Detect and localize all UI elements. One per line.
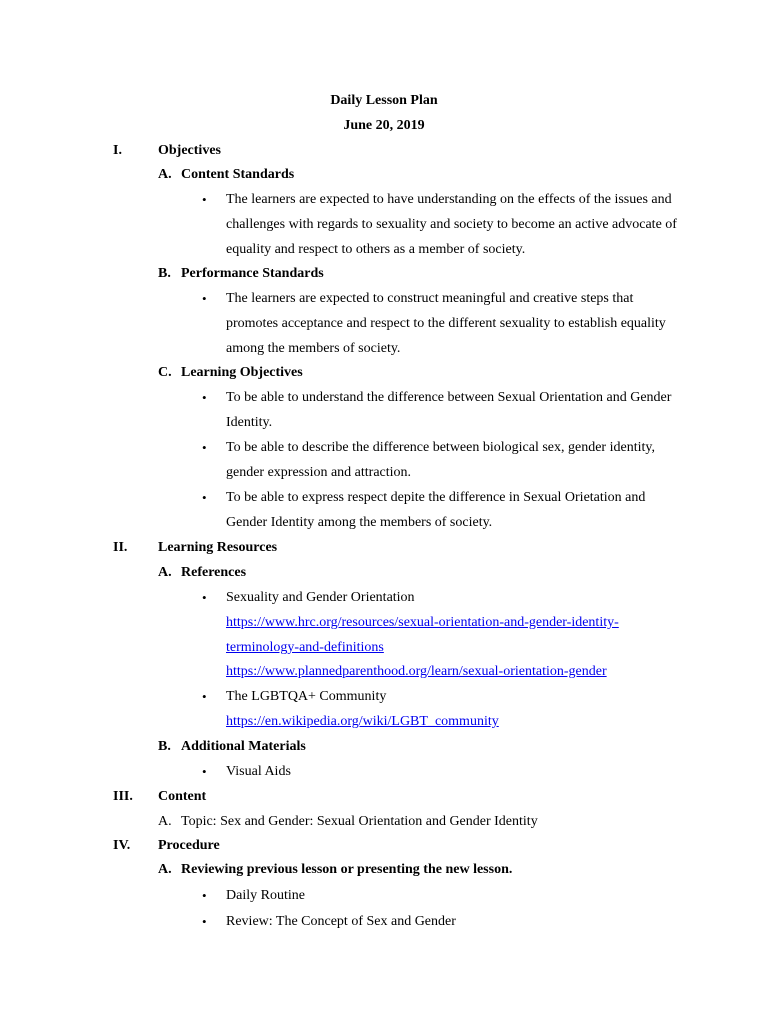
- document-title: Daily Lesson Plan: [330, 93, 438, 108]
- section-2-title: Learning Resources: [158, 540, 278, 555]
- subsection-content-standards: [158, 166, 294, 184]
- reference-link-hrc[interactable]: terminology-and-definitions: [226, 640, 384, 655]
- bullet-text: The learners are expected to construct meaningful and creative steps that: [226, 291, 634, 306]
- reference-link-hrc[interactable]: https://www.hrc.org/resources/sexual-orientation-and-gender-identity-: [226, 615, 619, 630]
- bullet-text: Gender Identity among the members of society.: [226, 515, 493, 530]
- bullet-icon: •: [202, 888, 207, 903]
- section-4-title: Procedure: [158, 838, 220, 853]
- subsection-letter: A.: [158, 814, 172, 829]
- bullet-icon: •: [202, 291, 207, 306]
- bullet-icon: •: [202, 764, 207, 779]
- bullet-text: Daily Routine: [226, 888, 305, 903]
- subsection-performance-standards: [158, 265, 324, 283]
- reference-label: Sexuality and Gender Orientation: [226, 590, 415, 605]
- subsection-title: Additional Materials: [181, 739, 306, 754]
- bullet-icon: •: [202, 490, 207, 505]
- bullet-icon: •: [202, 914, 207, 929]
- bullet-text: Visual Aids: [226, 764, 291, 779]
- subsection-title: References: [181, 565, 247, 580]
- subsection-letter: A.: [158, 167, 172, 182]
- section-1-numeral: I.: [113, 143, 122, 158]
- subsection-letter: C.: [158, 365, 172, 380]
- reference-link-wikipedia[interactable]: https://en.wikipedia.org/wiki/LGBT_community: [226, 714, 499, 729]
- bullet-text: Review: The Concept of Sex and Gender: [226, 914, 456, 929]
- subsection-learning-objectives: [158, 364, 303, 382]
- bullet-icon: •: [202, 390, 207, 405]
- section-4-numeral: IV.: [113, 838, 131, 853]
- bullet-text: To be able to understand the difference between Sexual Orientation and Gender: [226, 390, 672, 405]
- bullet-text: promotes acceptance and respect to the different sexuality to establish equality: [226, 316, 666, 331]
- subsection-letter: B.: [158, 266, 171, 281]
- bullet-text: Identity.: [226, 415, 273, 430]
- section-3-numeral: III.: [113, 789, 133, 804]
- bullet-text: gender expression and attraction.: [226, 465, 412, 480]
- subsection-references: [158, 564, 246, 582]
- bullet-text: To be able to express respect depite the difference in Sexual Orietation and: [226, 490, 646, 505]
- subsection-letter: A.: [158, 862, 172, 877]
- subsection-additional-materials: [158, 738, 306, 756]
- section-3-title: Content: [158, 789, 207, 804]
- content-topic: [158, 813, 538, 831]
- section-2-numeral: II.: [113, 540, 128, 555]
- bullet-icon: •: [202, 590, 207, 605]
- subsection-title: Content Standards: [181, 167, 295, 182]
- topic-text: Topic: Sex and Gender: Sexual Orientation and Gender Identity: [181, 814, 538, 829]
- reference-label: The LGBTQA+ Community: [226, 689, 387, 704]
- bullet-text: The learners are expected to have understanding on the effects of the issues and: [226, 192, 672, 207]
- subsection-letter: A.: [158, 565, 172, 580]
- bullet-icon: •: [202, 192, 207, 207]
- section-1-title: Objectives: [158, 143, 221, 158]
- bullet-icon: •: [202, 440, 207, 455]
- subsection-reviewing: [158, 861, 512, 879]
- bullet-text: among the members of society.: [226, 341, 401, 356]
- document-date: June 20, 2019: [343, 118, 425, 133]
- bullet-icon: •: [202, 689, 207, 704]
- subsection-title: Learning Objectives: [181, 365, 303, 380]
- subsection-letter: B.: [158, 739, 171, 754]
- bullet-text: equality and respect to others as a member of society.: [226, 242, 526, 257]
- bullet-text: To be able to describe the difference between biological sex, gender identity,: [226, 440, 655, 455]
- subsection-title: Performance Standards: [181, 266, 324, 281]
- bullet-text: challenges with regards to sexuality and society to become an active advocate of: [226, 217, 677, 232]
- reference-link-plannedparenthood[interactable]: https://www.plannedparenthood.org/learn/sexual-orientation-gender: [226, 664, 607, 679]
- subsection-title: Reviewing previous lesson or presenting the new lesson.: [181, 862, 513, 877]
